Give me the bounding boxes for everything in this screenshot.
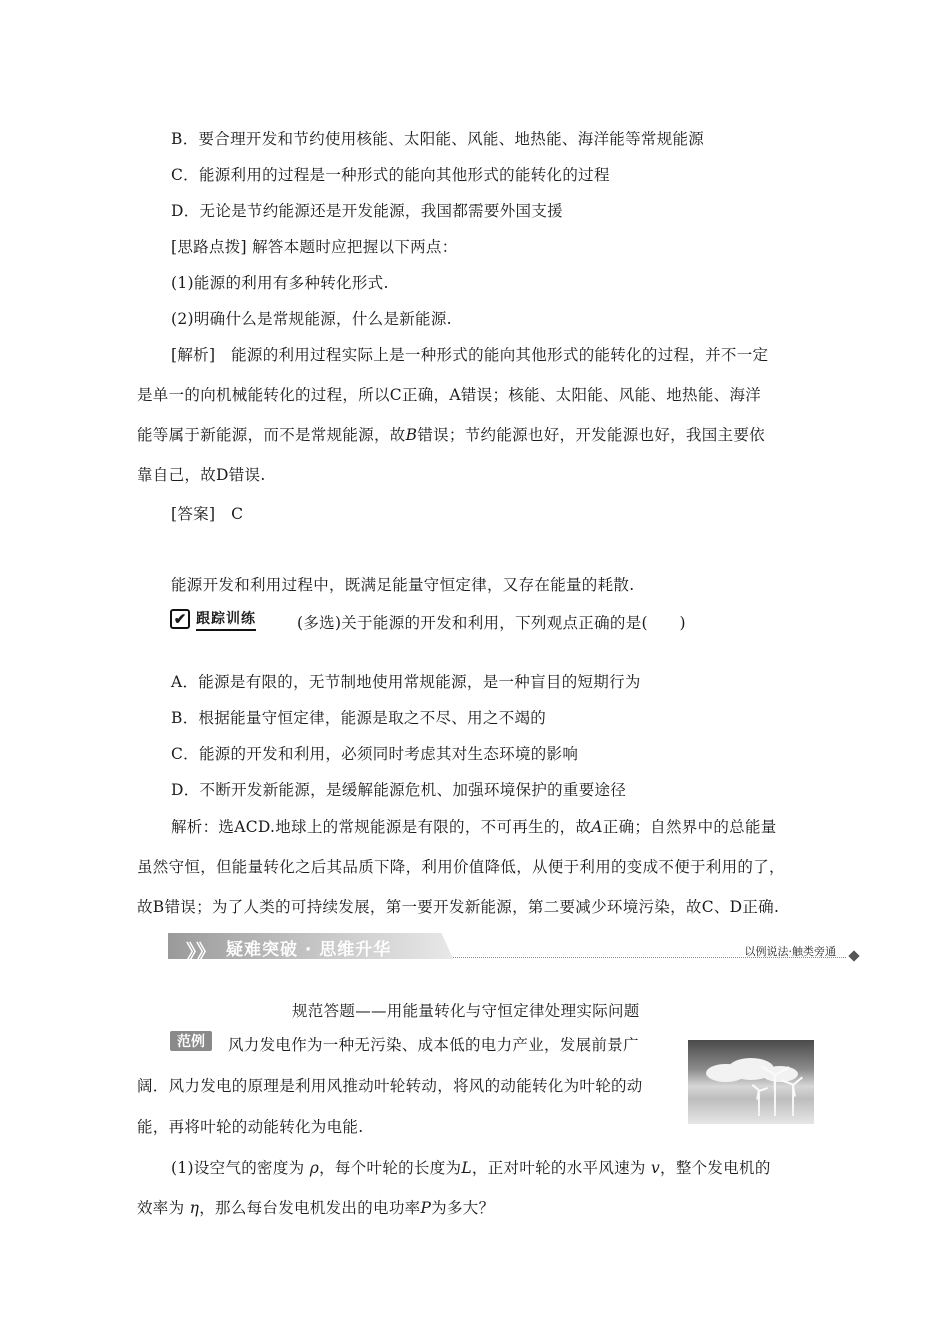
checkmark-icon: ✔ — [170, 609, 190, 629]
option-c: C．能源利用的过程是一种形式的能向其他形式的能转化的过程 — [171, 166, 610, 184]
option-b: B．要合理开发和节约使用核能、太阳能、风能、地热能、海洋能等常规能源 — [171, 130, 705, 148]
training-badge-label: 跟踪训练 — [196, 608, 256, 631]
section-banner — [168, 933, 858, 964]
training-badge — [170, 607, 282, 631]
question-1-line-2: 效率为 η，那么每台发电机发出的电功率P为多大？ — [137, 1199, 495, 1217]
example-line-1: 风力发电作为一种无污染、成本低的电力产业，发展前景广 — [228, 1036, 639, 1054]
analysis-line-1: [解析] 能源的利用过程实际上是一种形式的能向其他形式的能转化的过程，并不一定 — [171, 346, 769, 364]
hint-intro: [思路点拨] 解答本题时应把握以下两点： — [171, 238, 458, 256]
example-line-2: 阔．风力发电的原理是利用风推动叶轮转动，将风的动能转化为叶轮的动 — [137, 1077, 643, 1095]
chevron-right-icon: 》》 — [186, 940, 216, 964]
training-option-b: B．根据能量守恒定律，能源是取之不尽、用之不竭的 — [171, 709, 547, 727]
answer: [答案] C — [171, 505, 244, 523]
section-subtitle: 以例说法·触类旁通 — [744, 945, 836, 958]
hint-point-1: (1)能源的利用有多种转化形式. — [171, 274, 389, 292]
example-badge: 范例 — [170, 1031, 212, 1051]
training-question: (多选)关于能源的开发和利用，下列观点正确的是( ) — [297, 614, 686, 632]
example-line-3: 能，再将叶轮的动能转化为电能. — [137, 1118, 364, 1136]
training-solution-line-2: 虽然守恒，但能量转化之后其品质下降，利用价值降低，从便于利用的变成不便于利用的了， — [137, 858, 785, 876]
hint-point-2: (2)明确什么是常规能源，什么是新能源. — [171, 310, 452, 328]
analysis-line-4: 靠自己，故D错误. — [137, 466, 266, 484]
diamond-icon — [848, 950, 859, 961]
analysis-line-2: 是单一的向机械能转化的过程，所以C正确，A错误；核能、太阳能、风能、地热能、海洋 — [137, 386, 762, 404]
training-solution-line-1: 解析：选ACD.地球上的常规能源是有限的，不可再生的，故A正确；自然界中的总能量 — [171, 818, 777, 836]
question-1-line-1: (1)设空气的密度为 ρ，每个叶轮的长度为L，正对叶轮的水平风速为 v，整个发电机的 — [171, 1159, 771, 1177]
analysis-line-3: 能等属于新能源，而不是常规能源，故B错误；节约能源也好，开发能源也好，我国主要依 — [137, 426, 765, 444]
training-option-a: A．能源是有限的，无节制地使用常规能源，是一种盲目的短期行为 — [171, 673, 641, 691]
option-d: D．无论是节约能源还是开发能源，我国都需要外国支援 — [171, 202, 563, 220]
training-option-c: C．能源的开发和利用，必须同时考虑其对生态环境的影响 — [171, 745, 579, 763]
training-option-d: D．不断开发新能源，是缓解能源危机、加强环境保护的重要途径 — [171, 781, 627, 799]
training-solution-line-3: 故B错误；为了人类的可持续发展，第一要开发新能源，第二要减少环境污染，故C、D正确. — [137, 898, 780, 916]
section-title: 疑难突破 · 思维升华 — [226, 940, 392, 960]
wind-turbine-photo — [688, 1040, 814, 1124]
summary: 能源开发和利用过程中，既满足能量守恒定律，又存在能量的耗散. — [171, 576, 635, 594]
example-heading: 规范答题——用能量转化与守恒定律处理实际问题 — [292, 1002, 640, 1020]
